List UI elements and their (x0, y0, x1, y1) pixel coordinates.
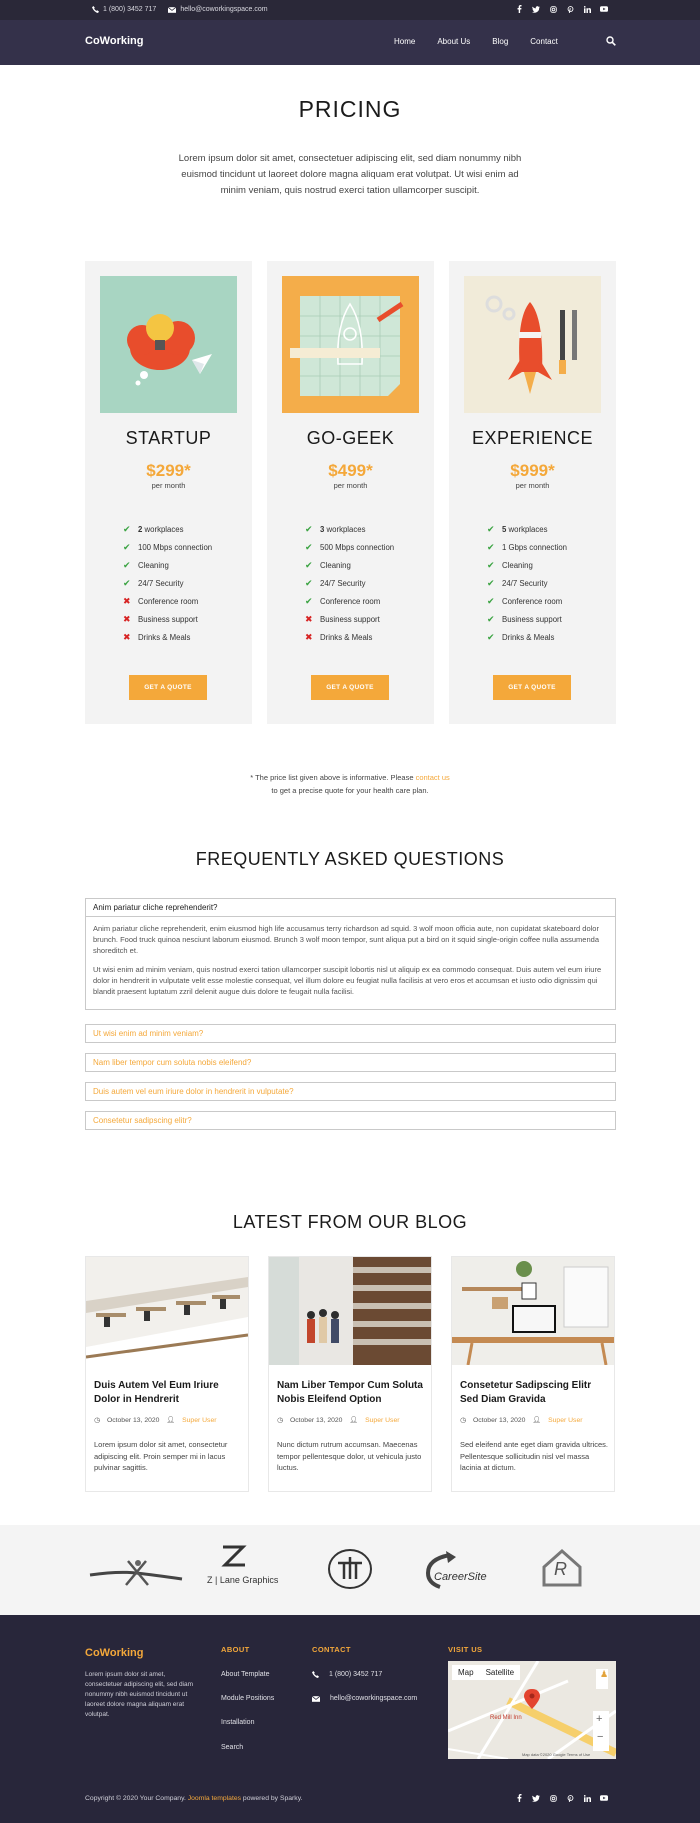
feature-item: ✔ Cleaning (305, 559, 351, 570)
post-author[interactable]: Super User (182, 1416, 217, 1424)
pricing-title: PRICING (298, 96, 402, 122)
post-author[interactable]: Super User (365, 1416, 400, 1424)
faq-answer-paragraph: Ut wisi enim ad minim veniam, quis nostrud exerci tation ullamcorper suscipit lobortis nisl ut aliquip ex ea commodo consequat. Duis autem vel eum iriure dolor in hendrerit in vulputate velit esse molestie consequat, vel illum dolore eu feugiat nulla facilisis at vero eros et accumsan et iusto odio dignissim qui blandit praesent luptatum zzril delenit augue duis dolore te feugait nulla facilisi. (93, 965, 602, 996)
youtube-icon[interactable] (600, 5, 608, 13)
linkedin-icon[interactable] (583, 5, 591, 13)
feature-item: ✔ 24/7 Security (305, 577, 366, 588)
nav-item-contact[interactable]: Contact (530, 37, 558, 46)
copyright (85, 1795, 303, 1802)
client-logo-lane-graphics[interactable] (207, 1543, 287, 1593)
top-phone-text: 1 (800) 3452 717 (103, 6, 157, 13)
cross-icon: ✖ (305, 631, 313, 642)
client-logo-careersite[interactable] (420, 1549, 510, 1593)
blog-post-image[interactable] (86, 1257, 248, 1365)
top-email[interactable] (168, 6, 267, 13)
cross-icon: ✖ (123, 595, 131, 606)
feature-item: ✔ Drinks & Meals (487, 631, 555, 642)
feature-item: ✖ Drinks & Meals (305, 631, 373, 642)
top-socials (515, 5, 608, 13)
blog-post[interactable] (451, 1256, 615, 1492)
blog-post-excerpt: Sed eleifend ante eget diam gravida ultrices. Pellentesque sollicitudin nisl vel massa lacinia at dictum. (460, 1440, 609, 1472)
top-bar (0, 0, 700, 20)
go-geek-illustration (282, 276, 419, 413)
main-menu (394, 37, 558, 46)
footer-link[interactable]: About Template (221, 1671, 270, 1678)
user-icon: 👤︎ (166, 1417, 176, 1424)
check-icon: ✔ (487, 523, 495, 534)
cross-icon: ✖ (305, 613, 313, 624)
plan-period: per month (515, 481, 550, 490)
top-phone[interactable] (92, 6, 156, 13)
blog-post-excerpt: Lorem ipsum dolor sit amet, consectetur adipiscing elit. Proin semper mi in lacus pulvinar sagittis. (94, 1440, 228, 1472)
plan-features (487, 520, 567, 646)
cross-icon: ✖ (123, 613, 131, 624)
check-icon: ✔ (487, 577, 495, 588)
instagram-icon[interactable] (549, 1794, 557, 1802)
blog-post-image[interactable] (452, 1257, 614, 1365)
check-icon: ✔ (123, 541, 131, 552)
twitter-icon[interactable] (532, 5, 540, 13)
check-icon: ✔ (123, 577, 131, 588)
note-text-2: to get a precise quote for your health care plan. (271, 786, 429, 795)
plan-price: $299* (146, 461, 191, 480)
footer-socials (515, 1794, 608, 1802)
pricing-card-experience (449, 261, 616, 724)
faq-question[interactable]: Ut wisi enim ad minim veniam? (93, 1029, 204, 1038)
blog-post-image[interactable] (269, 1257, 431, 1365)
footer-about-text: Lorem ipsum dolor sit amet, consectetuer adipiscing elit, sed diam nonummy nibh euismod tincidunt ut laoreet dolore magna aliquam erat volutpat. (85, 1671, 194, 1718)
envelope-icon (312, 1696, 320, 1702)
faq-title: FREQUENTLY ASKED QUESTIONS (195, 849, 505, 869)
footer-about-heading: ABOUT (221, 1645, 250, 1654)
nav-item-about[interactable]: About Us (437, 37, 471, 46)
pricing-lead: Lorem ipsum dolor sit amet, consectetuer adipiscing elit, sed diam nonummy nibh euismod tincidunt ut laoreet dolore magna aliquam erat volutpat. Ut wisi enim ad minim veniam, quis nostrud exerci tation ullamcorper suscipit. (178, 153, 522, 196)
faq-item[interactable] (85, 1024, 616, 1043)
top-contact (92, 6, 268, 13)
main-navbar (0, 20, 700, 65)
feature-item: ✔ 24/7 Security (123, 577, 184, 588)
faq-question[interactable]: Anim pariatur cliche reprehenderit? (86, 899, 615, 917)
footer-link[interactable]: Module Positions (221, 1695, 275, 1702)
map-footer-text (522, 1752, 590, 1757)
blog-post-meta (460, 1416, 583, 1424)
check-icon: ✔ (487, 631, 495, 642)
feature-item: ✖ Business support (305, 613, 380, 624)
site-logo[interactable]: CoWorking (85, 35, 144, 47)
phone-icon (92, 6, 99, 13)
client-logo-brush[interactable] (88, 1555, 184, 1589)
plan-price: $499* (328, 461, 373, 480)
pricing-card-startup (85, 261, 252, 724)
twitter-icon[interactable] (532, 1794, 540, 1802)
map-place-label: Red Mill Inn (490, 1715, 522, 1721)
blog-post-excerpt: Nunc dictum rutrum accumsan. Maecenas tempor pellentesque dolor, ut vehicula justo luctus. (277, 1440, 422, 1472)
client-logos-strip (0, 1525, 700, 1615)
pegman-icon[interactable]: ♟ (600, 1669, 609, 1679)
plan-name: GO-GEEK (306, 428, 395, 448)
feature-item: ✔ 1 Gbps connection (487, 541, 568, 552)
check-icon: ✔ (123, 559, 131, 570)
lane-graphics-text: Z | Lane Graphics (207, 1575, 279, 1585)
faq-answer (86, 917, 615, 1009)
blog-post[interactable] (268, 1256, 432, 1492)
faq-item[interactable] (85, 1053, 616, 1072)
plan-name: STARTUP (125, 428, 212, 448)
faq-item[interactable] (85, 1082, 616, 1101)
blog-post-title[interactable]: Duis Autem Vel Eum Iriure Dolor in Hendrerit (94, 1380, 219, 1405)
nav-item-blog[interactable]: Blog (492, 37, 509, 46)
lane-graphics-mark (219, 1543, 249, 1573)
careersite-mark (420, 1549, 460, 1589)
check-icon: ✔ (123, 523, 131, 534)
check-icon: ✔ (305, 595, 313, 606)
feature-item: ✖ Drinks & Meals (123, 631, 191, 642)
plan-features (305, 520, 394, 646)
get-quote-button[interactable]: GET A QUOTE (493, 675, 571, 700)
plan-period: per month (333, 481, 368, 490)
facebook-icon[interactable] (515, 5, 523, 13)
envelope-icon (168, 7, 176, 13)
footer (0, 1615, 700, 1823)
map-credit: Map data ©2020 Google (522, 1752, 566, 1757)
get-quote-button[interactable]: GET A QUOTE (129, 675, 207, 700)
feature-item: ✔ 3 workplaces (305, 523, 366, 534)
feature-item: ✔ Cleaning (123, 559, 169, 570)
faq-question[interactable]: Nam liber tempor cum soluta nobis eleifend? (93, 1058, 252, 1067)
facebook-icon[interactable] (515, 1794, 523, 1802)
footer-link[interactable]: Search (221, 1744, 244, 1751)
phone-icon (312, 1671, 319, 1678)
footer-visit-heading: VISIT US (448, 1645, 483, 1654)
instagram-icon[interactable] (549, 5, 557, 13)
feature-item: ✔ 2 workplaces (123, 523, 184, 534)
clock-icon: ◷ (277, 1417, 283, 1424)
faq-item-open (85, 898, 616, 1010)
experience-illustration (464, 276, 601, 413)
map-tab-satellite[interactable]: Satellite (485, 1668, 515, 1677)
plan-features (123, 520, 212, 646)
feature-item: ✖ Conference room (123, 595, 199, 606)
check-icon: ✔ (487, 613, 495, 624)
get-quote-button[interactable]: GET A QUOTE (311, 675, 389, 700)
feature-item: ✔ Conference room (305, 595, 381, 606)
blog-post-title[interactable]: Consetetur Sadipscing Elitr Sed Diam Gravida (460, 1380, 592, 1405)
footer-logo[interactable]: CoWorking (85, 1647, 144, 1659)
zoom-out-icon[interactable]: − (597, 1731, 604, 1743)
feature-item: ✔ 24/7 Security (487, 577, 548, 588)
youtube-icon[interactable] (600, 1794, 608, 1802)
r-house-letter: R (554, 1559, 567, 1579)
post-date: October 13, 2020 (289, 1416, 343, 1424)
check-icon: ✔ (305, 541, 313, 552)
map-type-tabs (452, 1665, 520, 1680)
check-icon: ✔ (487, 595, 495, 606)
feature-item: ✔ Business support (487, 613, 562, 624)
nav-item-home[interactable]: Home (394, 37, 416, 46)
top-email-text: hello@coworkingspace.com (180, 6, 268, 13)
linkedin-icon[interactable] (583, 1794, 591, 1802)
check-icon: ✔ (305, 559, 313, 570)
plan-price: $999* (510, 461, 555, 480)
search-icon[interactable] (606, 36, 616, 46)
pricing-note (0, 771, 700, 797)
client-logo-pi[interactable] (326, 1547, 374, 1591)
pinterest-icon[interactable] (566, 5, 574, 13)
check-icon: ✔ (487, 559, 495, 570)
check-icon: ✔ (305, 577, 313, 588)
blog-post-meta (94, 1416, 217, 1424)
plan-name: EXPERIENCE (471, 428, 594, 448)
footer-email-text: hello@coworkingspace.com (330, 1695, 418, 1702)
check-icon: ✔ (305, 523, 313, 534)
faq-answer-paragraph: Anim pariatur cliche reprehenderit, enim eiusmod high life accusamus terry richardson ad squid. 3 wolf moon officia aute, non cupidatat skateboard dolor brunch. Food truck quinoa nesciunt laborum eiusmod. Brunch 3 wolf moon tempor, sunt aliqua put a bird on it squid single-origin coffee nulla assumenda shoreditch et. (93, 924, 599, 955)
footer-map[interactable] (448, 1661, 616, 1759)
copyright-suffix: powered by Sparky. (241, 1795, 303, 1802)
blog-post-title[interactable]: Nam Liber Tempor Cum Soluta Nobis Eleifend Option (277, 1380, 423, 1405)
feature-item: ✖ Business support (123, 613, 198, 624)
blog-post-meta (277, 1416, 400, 1424)
feature-item: ✔ Conference room (487, 595, 563, 606)
feature-item: ✔ 100 Mbps connection (123, 541, 213, 552)
careersite-text: CareerSite (434, 1571, 487, 1583)
user-icon: 👤︎ (349, 1417, 359, 1424)
blog-title: LATEST FROM OUR BLOG (232, 1212, 468, 1232)
client-logo-r-house[interactable] (540, 1547, 584, 1591)
post-author[interactable]: Super User (548, 1416, 583, 1424)
zoom-in-icon[interactable]: + (596, 1713, 603, 1725)
footer-contact-heading: CONTACT (312, 1645, 351, 1654)
plan-period: per month (151, 481, 186, 490)
clock-icon: ◷ (94, 1417, 100, 1424)
faq-question[interactable]: Duis autem vel eum iriure dolor in hendrerit in vulputate? (93, 1087, 294, 1096)
copyright-text: Copyright © 2020 Your Company. (85, 1795, 188, 1802)
feature-item: ✔ Cleaning (487, 559, 533, 570)
clock-icon: ◷ (460, 1417, 466, 1424)
footer-phone-text: 1 (800) 3452 717 (329, 1671, 383, 1678)
footer-link[interactable]: Installation (221, 1719, 255, 1726)
faq-question[interactable]: Consetetur sadipscing elitr? (93, 1116, 192, 1125)
footer-phone[interactable] (312, 1671, 382, 1678)
contact-us-link[interactable]: contact us (415, 773, 450, 782)
faq-item[interactable] (85, 1111, 616, 1130)
map-terms-link[interactable]: Terms of Use (566, 1752, 591, 1757)
cross-icon: ✖ (123, 631, 131, 642)
pinterest-icon[interactable] (566, 1794, 574, 1802)
footer-email[interactable] (312, 1695, 417, 1702)
joomla-templates-link[interactable]: Joomla templates (187, 1795, 242, 1802)
map-tab-map[interactable]: Map (458, 1668, 474, 1677)
note-text: * The price list given above is informative. Please (250, 773, 416, 782)
user-icon: 👤︎ (532, 1417, 542, 1424)
blog-post[interactable] (85, 1256, 249, 1492)
check-icon: ✔ (487, 541, 495, 552)
post-date: October 13, 2020 (472, 1416, 526, 1424)
startup-illustration (100, 276, 237, 413)
post-date: October 13, 2020 (106, 1416, 160, 1424)
feature-item: ✔ 5 workplaces (487, 523, 548, 534)
pricing-card-go-geek (267, 261, 434, 724)
feature-item: ✔ 500 Mbps connection (305, 541, 395, 552)
